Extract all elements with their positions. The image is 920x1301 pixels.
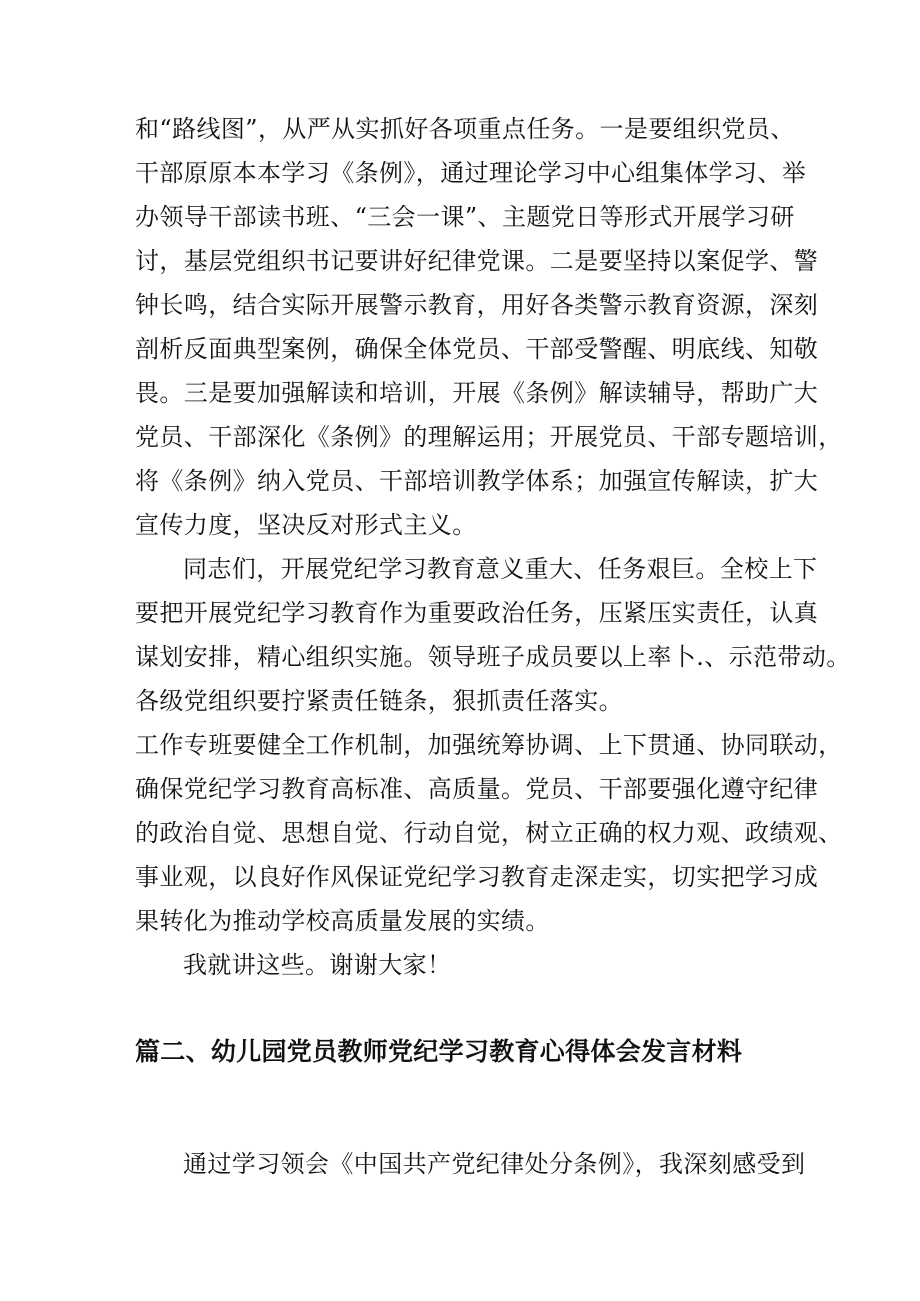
text-line: 办领导干部读书班、“三会一课”、主题党日等形式开展学习研 [135, 203, 795, 231]
paragraph-start-line: 通过学习领会《中国共产党纪律处分条例》，我深刻感受到 [183, 1150, 806, 1178]
text-line: 确保党纪学习教育高标准、高质量。党员、干部要强化遵守纪律 [135, 775, 819, 803]
text-line: 宣传力度，坚决反对形式主义。 [135, 511, 477, 539]
text-line: 事业观，以良好作风保证党纪学习教育走深走实，切实把学习成 [135, 863, 819, 891]
text-line: 的政治自觉、思想自觉、行动自觉，树立正确的权力观、政绩观、 [135, 819, 843, 847]
text-line: 党员、干部深化《条例》的理解运用；开展党员、干部专题培训， [135, 423, 843, 451]
paragraph-start-line: 同志们，开展党纪学习教育意义重大、任务艰巨。全校上下 [183, 555, 818, 583]
text-line: 将《条例》纳入党员、干部培训教学体系；加强宣传解读，扩大 [135, 467, 819, 495]
text-line: 工作专班要健全工作机制，加强统筹协调、上下贯通、协同联动， [135, 731, 843, 759]
text-line: 干部原原本本学习《条例》，通过理论学习中心组集体学习、举 [135, 159, 807, 187]
text-line: 剖析反面典型案例，确保全体党员、干部受警醒、明底线、知敬 [135, 335, 819, 363]
text-line: 和“路线图”，从严从实抓好各项重点任务。一是要组织党员、 [135, 115, 795, 143]
text-line: 各级党组织要拧紧责任链条，狠抓责任落实。 [135, 687, 623, 715]
text-line: 要把开展党纪学习教育作为重要政治任务，压紧压实责任，认真 [135, 599, 819, 627]
closing-line: 我就讲这些。谢谢大家！ [183, 951, 452, 979]
text-line: 果转化为推动学校高质量发展的实绩。 [135, 907, 550, 935]
text-line: 钟长鸣，结合实际开展警示教育，用好各类警示教育资源，深刻 [135, 291, 819, 319]
section-heading: 篇二、幼儿园党员教师党纪学习教育心得体会发言材料 [135, 1037, 743, 1066]
text-line: 谋划安排，精心组织实施。领导班子成员要以上率卜.、示范带动。 [135, 643, 851, 671]
text-line: 讨，基层党组织书记要讲好纪律党课。二是要坚持以案促学、警 [135, 247, 819, 275]
text-line: 畏。三是要加强解读和培训，开展《条例》解读辅导，帮助广大 [135, 379, 819, 407]
